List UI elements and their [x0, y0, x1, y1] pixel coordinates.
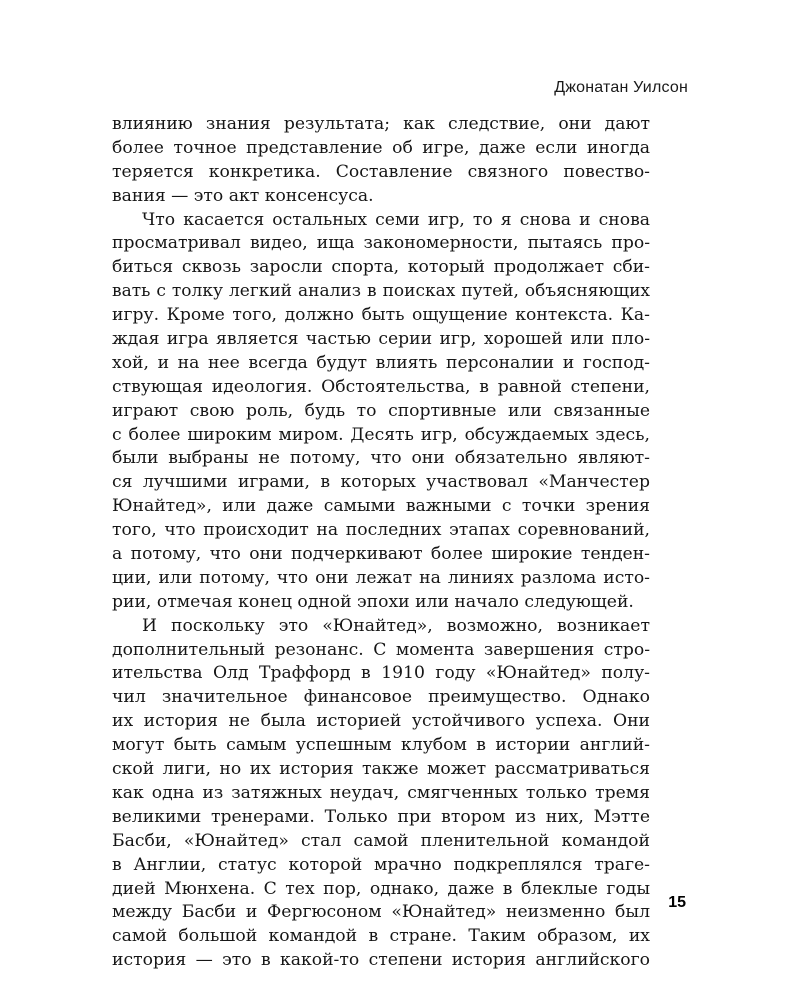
text-line: влиянию знания результата; как следствие, они дают [112, 114, 650, 134]
text-line: чил значительное финансовое преимущество. Однако [112, 687, 650, 708]
text-line: их история не была историей устойчивого успеха. Они [112, 711, 650, 732]
text-line: просматривал видео, ища закономерности, пытаясь про- [112, 233, 650, 254]
text-line: ительства Олд Траффорд в 1910 году «Юнайтед» полу- [112, 663, 650, 684]
text-line: Юнайтед», или даже самыми важными с точки зрения [112, 496, 650, 517]
text-line: вания — это акт консенсуса. [112, 185, 374, 206]
text-line: того, что происходит на последних этапах соревнований, [112, 520, 650, 541]
text-line: в Англии, статус которой мрачно подкреплялся траге- [112, 854, 650, 875]
text-line: хой, и на нее всегда будут влиять персоналии и господ- [112, 352, 650, 373]
running-header-author: Джонатан Уилсон [554, 79, 688, 96]
text-line: ся лучшими играми, в которых участвовал «Манчестер [112, 472, 650, 493]
paragraph-start-line: И поскольку это «Юнайтед», возможно, возникает [142, 615, 650, 636]
text-line: великими тренерами. Только при втором из них, Мэтте [112, 806, 650, 827]
text-line: теряется конкретика. Составление связного повество- [112, 161, 650, 182]
text-line: более точное представление об игре, даже если иногда [112, 137, 650, 158]
text-line: история — это в какой-то степени история английского [112, 950, 650, 971]
text-line: ции, или потому, что они лежат на линиях разлома исто- [112, 567, 650, 588]
text-line: дополнительный резонанс. С момента завершения стро- [112, 639, 650, 660]
text-line: ждая игра является частью серии игр, хорошей или пло- [112, 329, 650, 350]
text-line: Басби, «Юнайтед» стал самой пленительной командой [112, 830, 650, 851]
text-line: были выбраны не потому, что они обязательно являют- [112, 448, 650, 469]
text-line: биться сквозь заросли спорта, который продолжает сби- [112, 257, 650, 278]
text-line: могут быть самым успешным клубом в истории англий- [112, 735, 650, 756]
text-line: а потому, что они подчеркивают более широкие тенден- [112, 544, 650, 565]
text-line: ствующая идеология. Обстоятельства, в равной степени, [112, 376, 650, 397]
text-line: как одна из затяжных неудач, смягченных только тремя [112, 782, 650, 803]
text-line: играют свою роль, будь то спортивные или связанные [112, 400, 650, 421]
text-line: с более широким миром. Десять игр, обсуждаемых здесь, [112, 424, 650, 445]
text-line: самой большой командой в стране. Таким образом, их [112, 926, 650, 947]
text-line: рии, отмечая конец одной эпохи или начало следующей. [112, 591, 634, 612]
text-line: игру. Кроме того, должно быть ощущение контекста. Ка- [112, 305, 650, 326]
text-line: между Басби и Фергюсоном «Юнайтед» неизменно был [112, 902, 650, 923]
text-line: ской лиги, но их история также может рассматриваться [112, 759, 650, 780]
body-text [112, 113, 650, 973]
text-line: вать с толку легкий анализ в поисках путей, объясняющих [112, 281, 650, 302]
text-line: дией Мюнхена. С тех пор, однако, даже в блеклые годы [112, 878, 650, 899]
page-number: 15 [668, 894, 686, 911]
paragraph-start-line: Что касается остальных семи игр, то я снова и снова [142, 209, 650, 230]
